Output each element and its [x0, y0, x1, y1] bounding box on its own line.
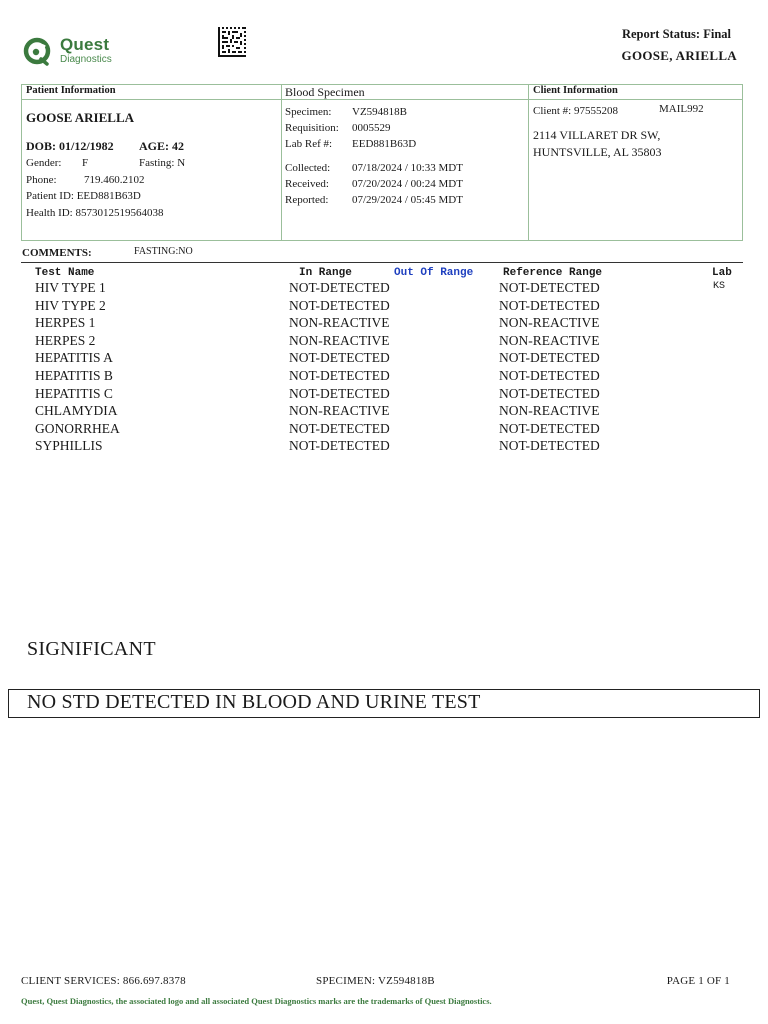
test-name: HEPATITIS C	[35, 385, 113, 401]
patient-dob: DOB: 01/12/1982	[26, 139, 114, 153]
reference-range: NOT-DETECTED	[499, 350, 600, 366]
test-result: NON-REACTIVE	[289, 403, 390, 419]
received-value: 07/20/2024 / 00:24 MDT	[352, 178, 463, 190]
client-address-line1: 2114 VILLARET DR SW,	[533, 128, 661, 142]
test-result: NOT-DETECTED	[289, 420, 390, 436]
test-name: HEPATITIS A	[35, 350, 113, 366]
col-header-test: Test Name	[35, 267, 95, 279]
specimen-label: Specimen:	[285, 106, 332, 118]
patient-info-header: Patient Information	[26, 85, 116, 96]
test-result: NON-REACTIVE	[289, 315, 390, 331]
patient-id: Patient ID: EED881B63D	[26, 190, 141, 202]
client-info-header: Client Information	[533, 85, 618, 96]
logo-text-sub: Diagnostics	[60, 54, 112, 65]
result-summary-text: NO STD DETECTED IN BLOOD AND URINE TEST	[27, 691, 481, 713]
comments-divider	[21, 262, 743, 263]
reference-range: NON-REACTIVE	[499, 315, 600, 331]
requisition-value: 0005529	[352, 122, 391, 134]
phone-label: Phone:	[26, 174, 57, 186]
reference-range: NOT-DETECTED	[499, 368, 600, 383]
reported-value: 07/29/2024 / 05:45 MDT	[352, 194, 463, 206]
header-divider	[21, 99, 743, 100]
health-id: Health ID: 8573012519564038	[26, 207, 164, 219]
requisition-label: Requisition:	[285, 122, 339, 134]
test-result: NOT-DETECTED	[289, 280, 390, 295]
col-header-in-range: In Range	[299, 267, 352, 279]
trademark-notice: Quest, Quest Diagnostics, the associated logo and all associated Quest Diagnostics marks are the trademarks of Quest Diagnostics.	[21, 996, 492, 1006]
reference-range: NOT-DETECTED	[499, 438, 600, 454]
test-name: CHLAMYDIA	[35, 403, 118, 419]
reference-range: NOT-DETECTED	[499, 280, 600, 295]
labref-label: Lab Ref #:	[285, 138, 333, 150]
client-address-line2: HUNTSVILLE, AL 35803	[533, 145, 662, 159]
blood-specimen-header: Blood Specimen	[285, 85, 365, 99]
test-result: NOT-DETECTED	[289, 368, 390, 383]
test-result: NOT-DETECTED	[289, 438, 390, 454]
test-name: HEPATITIS B	[35, 368, 113, 383]
reference-range: NOT-DETECTED	[499, 385, 600, 401]
reference-range: NOT-DETECTED	[499, 297, 600, 313]
lab-code: KS	[713, 281, 726, 292]
test-result: NOT-DETECTED	[289, 385, 390, 401]
collected-value: 07/18/2024 / 10:33 MDT	[352, 162, 463, 174]
col-header-out-of-range: Out Of Range	[394, 267, 474, 279]
test-result: NOT-DETECTED	[289, 297, 390, 313]
client-services: CLIENT SERVICES: 866.697.8378	[21, 975, 186, 987]
test-name: HERPES 1	[35, 315, 96, 331]
footer-specimen: SPECIMEN: VZ594818B	[316, 975, 435, 987]
col-header-lab: Lab	[712, 267, 732, 279]
test-name: GONORRHEA	[35, 420, 120, 436]
labref-value: EED881B63D	[352, 138, 417, 150]
quest-logo	[22, 33, 132, 69]
collected-label: Collected:	[285, 162, 331, 174]
significant-heading: SIGNIFICANT	[27, 638, 156, 660]
quest-logo-icon	[22, 35, 56, 69]
client-number: Client #: 97555208	[533, 105, 618, 117]
reference-range: NOT-DETECTED	[499, 420, 600, 436]
gender-label: Gender:	[26, 157, 62, 169]
patient-name: GOOSE ARIELLA	[26, 110, 135, 125]
col-header-reference: Reference Range	[503, 267, 603, 279]
received-label: Received:	[285, 178, 329, 190]
column-divider	[528, 84, 529, 241]
column-divider	[281, 84, 282, 241]
test-name: HIV TYPE 2	[35, 297, 106, 313]
test-name: SYPHILLIS	[35, 438, 103, 454]
patient-age: AGE: 42	[139, 139, 184, 153]
logo-text-main: Quest	[60, 35, 110, 54]
comments-label: COMMENTS:	[22, 247, 92, 259]
test-result: NOT-DETECTED	[289, 350, 390, 366]
test-result: NON-REACTIVE	[289, 332, 390, 348]
patient-name-header: GOOSE, ARIELLA	[621, 48, 737, 63]
reference-range: NON-REACTIVE	[499, 332, 600, 348]
reference-range: NON-REACTIVE	[499, 403, 600, 419]
datamatrix-code-icon	[218, 27, 246, 57]
report-status: Report Status: Final	[621, 27, 731, 41]
client-mail-code: MAIL992	[659, 103, 704, 115]
page-number: PAGE 1 OF 1	[666, 975, 730, 987]
test-name: HERPES 2	[35, 332, 96, 348]
phone-value: 719.460.2102	[84, 174, 145, 186]
reported-label: Reported:	[285, 194, 329, 206]
gender-value: F	[82, 157, 89, 169]
comments-value: FASTING:NO	[134, 246, 193, 257]
fasting-value: Fasting: N	[139, 157, 186, 169]
specimen-value: VZ594818B	[352, 106, 407, 118]
test-name: HIV TYPE 1	[35, 280, 106, 295]
